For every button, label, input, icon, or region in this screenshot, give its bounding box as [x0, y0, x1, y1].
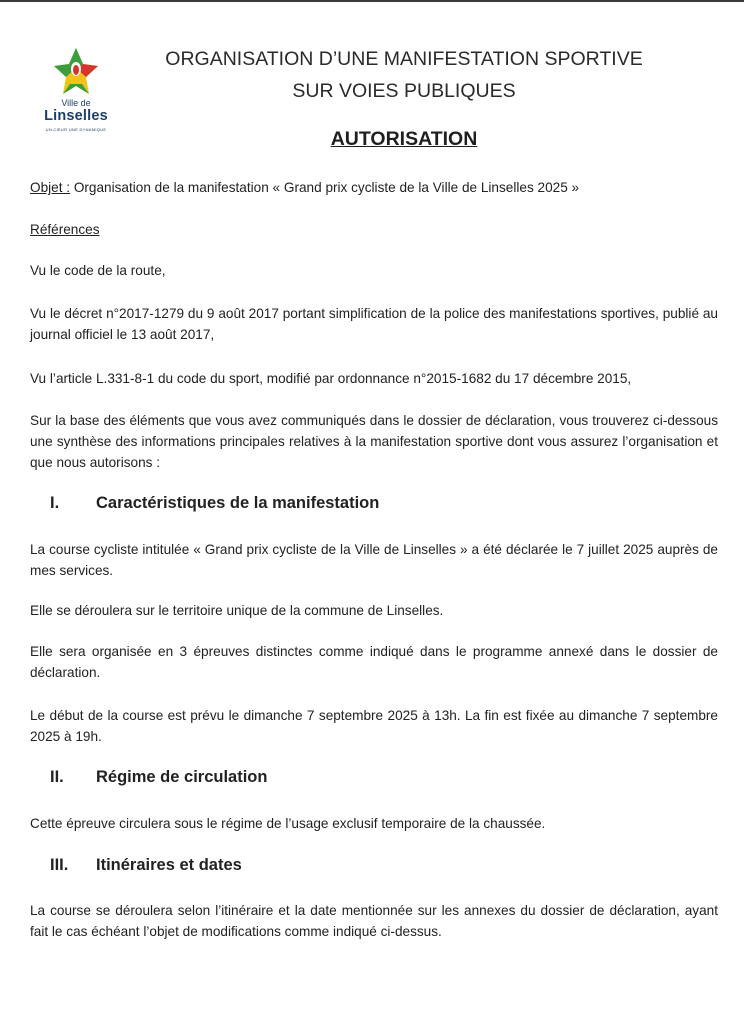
section-paragraph: Le début de la course est prévu le dimanche 7 septembre 2025 à 13h. La fin est fixée au dimanche 7 septembre 2025 à 19h. [30, 708, 718, 744]
section-paragraph: La course se déroulera selon l’itinéraire et la date mentionnée sur les annexes du dossier de déclaration, ayant fait le cas échéant l’objet de modifications comme indiqué ci-dessus. [30, 903, 718, 939]
document-subtitle [140, 128, 668, 151]
document-title-line2: SUR VOIES PUBLIQUES [292, 80, 516, 102]
logo-city-name: Linselles [44, 108, 108, 124]
section-paragraph: La course cycliste intitulée « Grand prix cycliste de la Ville de Linselles » a été déclarée le 7 juillet 2025 auprès de mes services. [30, 542, 718, 578]
section-paragraph: Elle se déroulera sur le territoire unique de la commune de Linselles. [30, 603, 444, 618]
objet-label: Objet : [30, 180, 71, 195]
reference-item: Vu le décret n°2017-1279 du 9 août 2017 portant simplification de la police des manifestations sportives, publié au journal officiel le 13 août 2017, [30, 306, 718, 342]
reference-item: Vu l’article L.331-8-1 du code du sport, modifié par ordonnance n°2015-1682 du 17 décembre 2015, [30, 371, 632, 386]
section-title: Régime de circulation [96, 768, 268, 786]
intro-paragraph: Sur la base des éléments que vous avez communiqués dans le dossier de déclaration, vous trouverez ci-dessous une synthèse des informations principales relatives à la manifestation sportive dont vous assurez l’organisation et que nous autorisons : [30, 413, 718, 470]
section-number: III. [50, 856, 69, 874]
linselles-logo [36, 46, 116, 136]
section-number: I. [50, 494, 60, 512]
linselles-emblem-icon [52, 46, 100, 96]
section-number: II. [50, 768, 64, 786]
logo-tagline: UN CŒUR UNE DYNAMIQUE [45, 127, 107, 132]
references-label: Références [30, 222, 100, 237]
scan-top-edge [0, 0, 744, 2]
section-title: Itinéraires et dates [96, 856, 242, 874]
objet-text: Organisation de la manifestation « Grand prix cycliste de la Ville de Linselles 2025 » [70, 180, 580, 195]
reference-item: Vu le code de la route, [30, 263, 166, 278]
section-paragraph: Cette épreuve circulera sous le régime de l’usage exclusif temporaire de la chaussée. [30, 816, 546, 831]
autorisation-heading: AUTORISATION [330, 128, 478, 150]
document-title-line1: ORGANISATION D’UNE MANIFESTATION SPORTIVE [165, 48, 643, 70]
section-paragraph: Elle sera organisée en 3 épreuves distinctes comme indiqué dans le programme annexé dans le dossier de déclaration. [30, 644, 718, 680]
objet-line [30, 177, 718, 198]
logo-ville-text: Ville de [61, 98, 91, 108]
section-title: Caractéristiques de la manifestation [96, 494, 380, 512]
